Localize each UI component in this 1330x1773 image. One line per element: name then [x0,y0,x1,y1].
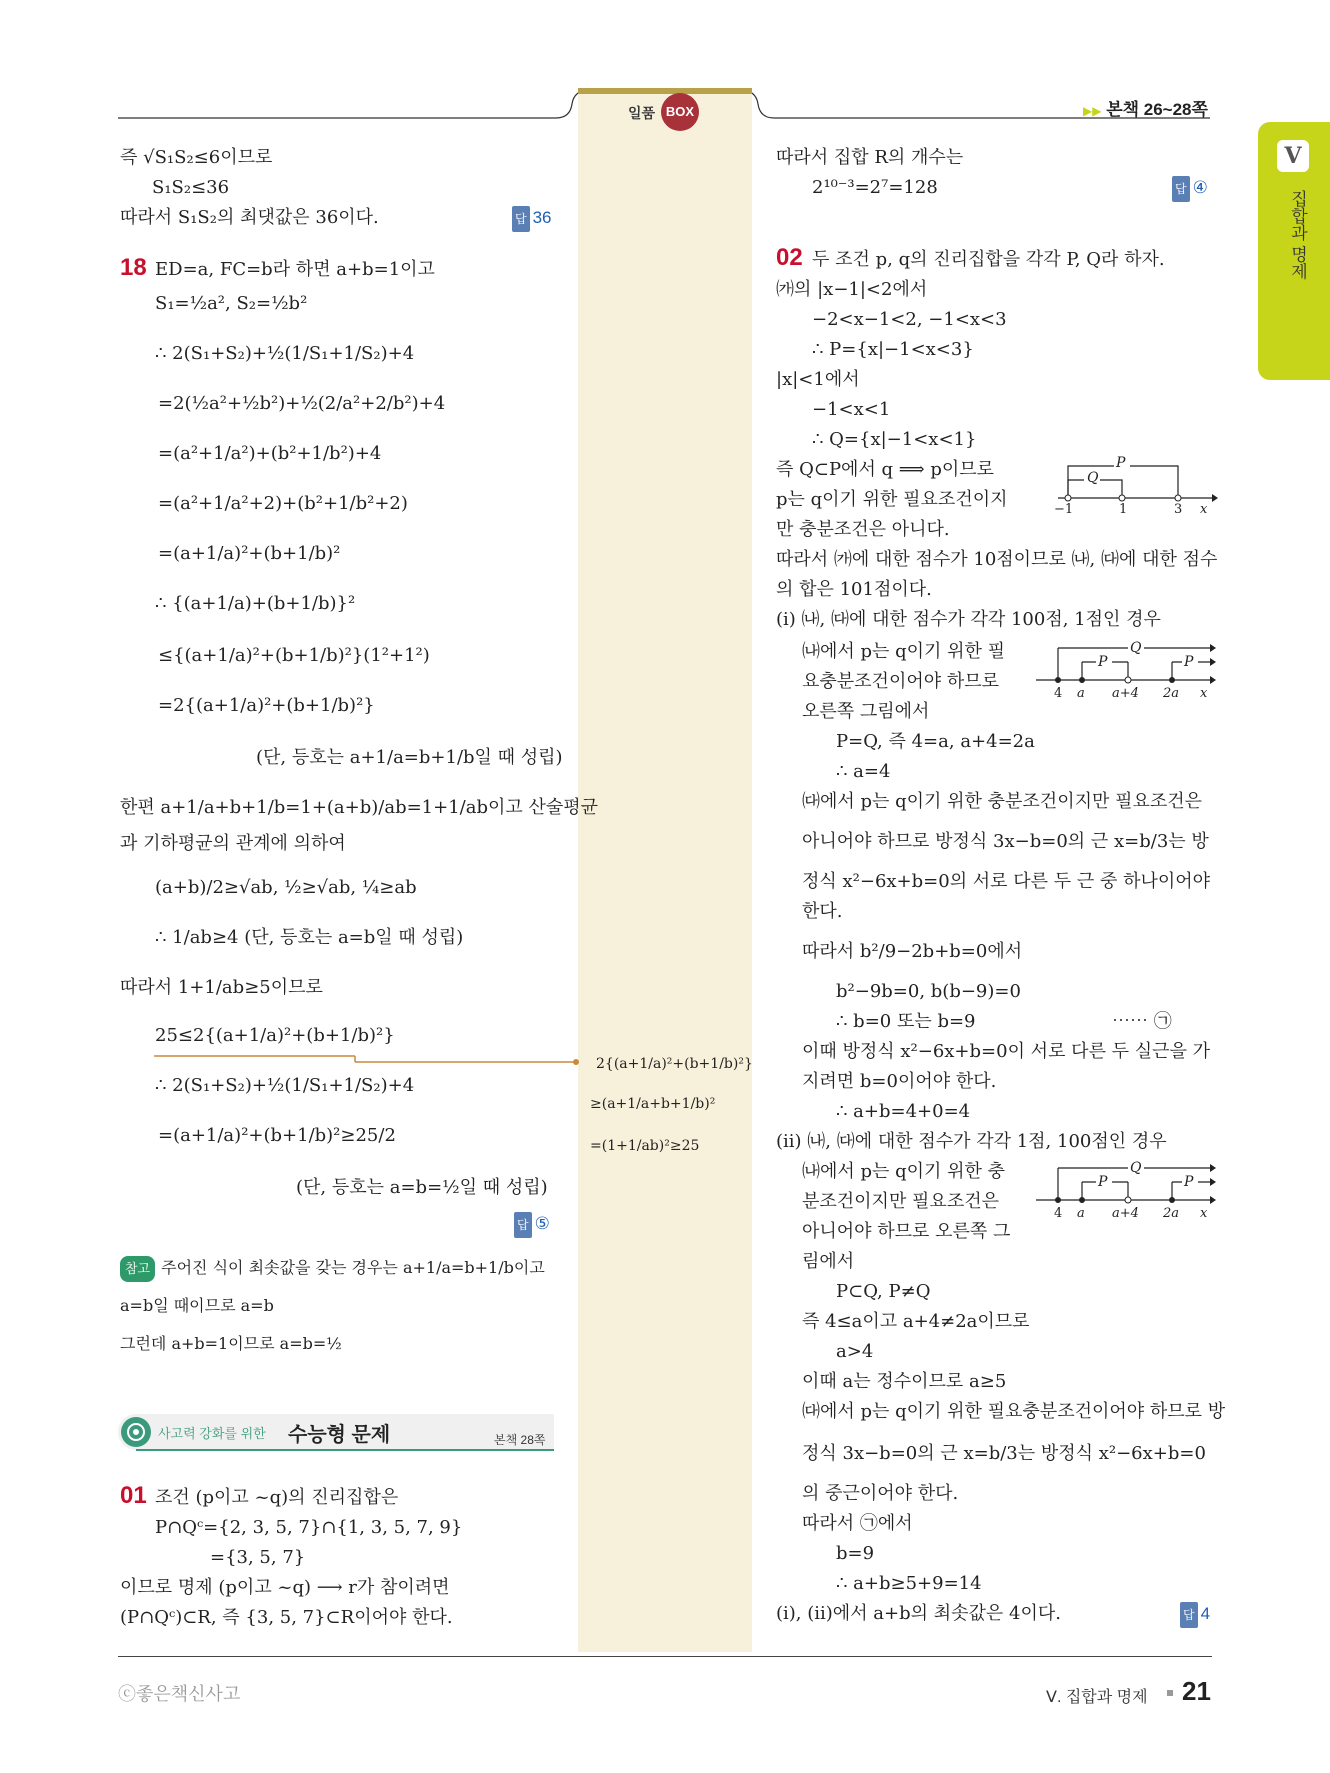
answer-mark-label: 답 [514,1212,532,1238]
math-line: ≤{(a+1/a)²+(b+1/b)²}(1²+1²) [158,645,430,666]
fig2-tick: 4 [1054,686,1063,701]
right-line: |x|<1에서 [776,369,860,390]
answer-value: 4 [1200,1604,1211,1623]
math-condition: (단, 등호는 a=b=½일 때 성립) [296,1177,548,1198]
right-line: (ⅰ), (ⅱ)에서 a+b의 최솟값은 4이다. [776,1603,1061,1624]
fig2-tick: 2a [1163,686,1180,701]
answer-mark-label: 답 [512,206,530,232]
question-number: 02 [776,244,803,271]
right-line: 요충분조건이어야 하므로 [802,671,999,692]
math-line: =(a+1/a)²+(b+1/b)²≥25/2 [158,1125,396,1146]
center-note-strip [578,92,752,1652]
answer-value: ④ [1192,178,1208,197]
fig1-tick: 3 [1174,502,1183,517]
right-line: 오른쪽 그림에서 [802,701,930,722]
fig3-tick: 2a [1163,1206,1180,1221]
answer-mark-label: 답 [1172,176,1190,202]
answer-mark-label: 답 [1180,1602,1198,1628]
math-line: −1<x<1 [812,399,891,420]
footer-rule [118,1656,1212,1657]
connector-line [150,1040,580,1070]
math-line: 따라서 b²/9−2b+b=0에서 [802,941,1023,962]
left-line: 즉 √S₁S₂≤6이므로 [120,147,273,168]
answer-value: ⑤ [534,1214,550,1233]
banner-subtitle: 사고력 강화를 위한 [158,1426,266,1441]
left-line: (P∩Qᶜ)⊂R, 즉 {3, 5, 7}⊂R이어야 한다. [120,1607,453,1628]
answer-mark [1172,176,1208,202]
right-line: ㈐에서 p는 q이기 위한 필요충분조건이어야 하므로 방 [802,1401,1226,1422]
math-line: ={3, 5, 7} [210,1547,306,1568]
right-line: ㈏에서 p는 q이기 위한 필 [802,641,1006,662]
banner-page-ref: 본책 28쪽 [494,1433,546,1447]
right-line: (ⅱ) ㈏, ㈐에 대한 점수가 각각 1점, 100점인 경우 [776,1131,1167,1152]
math-line: =(a²+1/a²+2)+(b²+1/b²+2) [158,493,408,514]
fig3-tick: a [1077,1206,1085,1221]
left-line: 따라서 S₁S₂의 최댓값은 36이다. [120,207,379,228]
math-line: b=9 [836,1543,875,1564]
math-line: =(a+1/a)²+(b+1/b)² [158,543,341,564]
question-number: 18 [120,254,147,281]
page-number: 21 [1182,1676,1211,1706]
fig2-tick: a+4 [1112,686,1139,701]
math-line: P=Q, 즉 4=a, a+4=2a [836,731,1035,752]
left-line: 조건 (p이고 ~q)의 진리집합은 [155,1487,399,1508]
math-line: ∴ 2(S₁+S₂)+½(1/S₁+1/S₂)+4 [155,343,415,364]
right-line: 지려면 b=0이어야 한다. [802,1071,997,1092]
fig1-tick: 1 [1119,502,1128,517]
math-line: =2{(a+1/a)²+(b+1/b)²} [158,695,375,716]
math-line: ∴ Q={x|−1<x<1} [812,429,977,450]
right-line: ㈎의 |x−1|<2에서 [776,279,928,300]
math-line: =2(½a²+½b²)+½(2/a²+2/b²)+4 [158,393,446,414]
fig3-label-P2: P [1184,1174,1194,1190]
fig2-tick: a [1077,686,1085,701]
header-page-ref: ▶▶ 본책 26~28쪽 [1083,100,1208,119]
right-line: 의 합은 101점이다. [776,579,932,600]
right-line: 따라서 집합 R의 개수는 [776,147,964,168]
right-line: 만 충분조건은 아니다. [776,519,950,540]
right-line: 정식 x²−6x+b=0의 서로 다른 두 근 중 하나이어야 [802,871,1211,892]
answer-value: 36 [532,208,552,227]
math-line: b²−9b=0, b(b−9)=0 [836,981,1021,1002]
math-line: ∴ 2(S₁+S₂)+½(1/S₁+1/S₂)+4 [155,1075,415,1096]
right-line: p는 q이기 위한 필요조건이지 [776,489,1008,510]
right-line: 의 중근이어야 한다. [802,1483,959,1504]
fig2-label-P2: P [1184,654,1194,670]
chapter-number: V [1277,140,1309,172]
right-line: 아니어야 하므로 오른쪽 그 [802,1221,1011,1242]
left-line: 따라서 1+1/ab≥5이므로 [120,977,323,998]
right-line: (ⅰ) ㈏, ㈐에 대한 점수가 각각 100점, 1점인 경우 [776,609,1161,630]
header-center-label: 일품 [628,105,656,121]
fig3-label-Q: Q [1130,1160,1142,1176]
right-line: 이때 방정식 x²−6x+b=0이 서로 다른 두 실근을 가 [802,1041,1211,1062]
fig2-label-Q: Q [1130,640,1142,656]
footer-section: Ⅴ. 집합과 명제 [1046,1689,1148,1706]
math-line: S₁=½a², S₂=½b² [155,293,308,314]
math-tag: ⋯⋯ ㉠ [1112,1011,1172,1032]
note-label: 참고 [120,1256,155,1282]
math-line: 즉 4≤a이고 a+4≠2a이므로 [802,1311,1030,1332]
math-line: ∴ a=4 [836,761,891,782]
note-text: 주어진 식이 최솟값을 갖는 경우는 a+1/a=b+1/b이고 [161,1258,545,1277]
right-line: 이때 a는 정수이므로 a≥5 [802,1371,1007,1392]
math-line: ∴ P={x|−1<x<3} [812,339,974,360]
fig3-tick: a+4 [1112,1206,1139,1221]
question-number: 01 [120,1482,147,1509]
fig1-tick: −1 [1054,502,1074,517]
right-line: 즉 Q⊂P에서 q ⟹ p이므로 [776,459,995,480]
number-line-figure-1 [1058,452,1218,522]
right-line: 두 조건 p, q의 진리집합을 각각 P, Q라 하자. [812,249,1165,270]
math-line: 25≤2{(a+1/a)²+(b+1/b)²} [155,1025,395,1046]
math-line: −2<x−1<2, −1<x<3 [812,309,1007,330]
right-line: 림에서 [802,1251,855,1272]
left-line: ED=a, FC=b라 하면 a+b=1이고 [155,259,435,280]
banner-title: 수능형 문제 [288,1424,391,1446]
right-line: 아니어야 하므로 방정식 3x−b=0의 근 x=b/3는 방 [802,831,1209,852]
left-line: S₁S₂≤36 [152,177,230,198]
center-note-line: =(1+1/ab)²≥25 [590,1138,700,1154]
math-line: =(a²+1/a²)+(b²+1/b²)+4 [158,443,382,464]
answer-mark [514,1212,550,1238]
math-line: ∴ {(a+1/a)+(b+1/b)}² [155,593,356,614]
math-line: 2¹⁰⁻³=2⁷=128 [812,177,938,198]
fig1-label-Q: Q [1087,470,1099,486]
fig1-axis-label: x [1200,502,1208,517]
math-line: P⊂Q, P≠Q [836,1281,931,1302]
left-line: 한편 a+1/a+b+1/b=1+(a+b)/ab=1+1/ab이고 산술평균 [120,797,599,818]
fig3-tick: 4 [1054,1206,1063,1221]
fig3-axis-label: x [1200,1206,1208,1221]
math-line: P∩Qᶜ={2, 3, 5, 7}∩{1, 3, 5, 7, 9} [155,1517,463,1538]
math-line: a>4 [836,1341,874,1362]
footer-copyright: ⓒ좋은책신사고 [118,1684,241,1704]
math-line: ∴ b=0 또는 b=9 [836,1011,976,1032]
left-line: 이므로 명제 (p이고 ~q) ⟶ r가 참이려면 [120,1577,450,1598]
answer-mark [1180,1602,1210,1628]
footer-separator [1167,1690,1173,1696]
answer-mark [512,206,552,232]
right-line: 정식 3x−b=0의 근 x=b/3는 방정식 x²−6x+b=0 [802,1443,1206,1464]
right-line: 한다. [802,901,843,922]
header-page-ref-text: 본책 26~28쪽 [1106,100,1208,119]
left-line: 과 기하평균의 관계에 의하여 [120,833,346,854]
math-line: ∴ a+b≥5+9=14 [836,1573,982,1594]
center-note-line: 2{(a+1/a)²+(b+1/b)²} [596,1056,753,1072]
note-line: 그런데 a+b=1이므로 a=b=½ [120,1334,342,1353]
fig1-label-P: P [1116,455,1126,471]
math-line: (a+b)/2≥√ab, ½≥√ab, ¼≥ab [155,877,417,898]
math-line: ∴ 1/ab≥4 (단, 등호는 a=b일 때 성립) [155,927,464,948]
chapter-title: 집합과 명제 [1288,190,1307,280]
math-condition: (단, 등호는 a+1/a=b+1/b일 때 성립) [256,747,563,768]
center-note-line: ≥(a+1/a+b+1/b)² [590,1096,716,1112]
fig2-label-P: P [1098,654,1108,670]
right-line: 따라서 ㉠에서 [802,1513,913,1534]
right-line: ㈐에서 p는 q이기 위한 충분조건이지만 필요조건은 [802,791,1203,812]
note-line [120,1256,545,1282]
right-line: 따라서 ㈎에 대한 점수가 10점이므로 ㈏, ㈐에 대한 점수 [776,549,1218,570]
right-line: ㈏에서 p는 q이기 위한 충 [802,1161,1006,1182]
fig3-label-P: P [1098,1174,1108,1190]
math-line: ∴ a+b=4+0=4 [836,1101,971,1122]
note-line: a=b일 때이므로 a=b [120,1296,274,1315]
fig2-axis-label: x [1200,686,1208,701]
box-badge: BOX [661,93,699,131]
right-line: 분조건이지만 필요조건은 [802,1191,999,1212]
